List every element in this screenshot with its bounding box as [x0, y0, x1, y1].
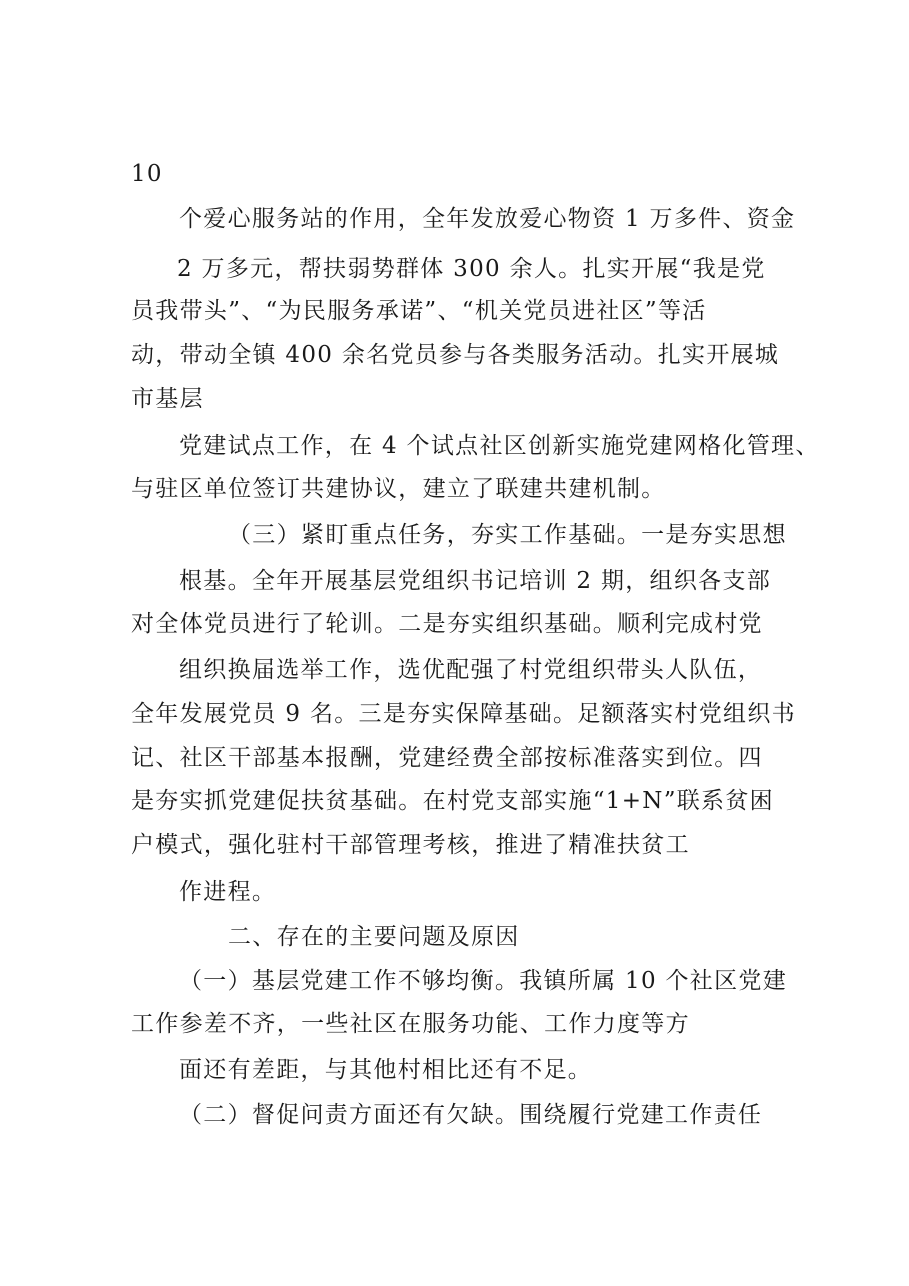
paragraph-line: 记、社区干部基本报酬，党建经费全部按标准落实到位。四 — [131, 745, 763, 771]
paragraph-line: 面还有差距，与其他村相比还有不足。 — [179, 1057, 593, 1083]
subsection-heading: （二）督促问责方面还有欠缺。围绕履行党建工作责任 — [179, 1102, 763, 1128]
paragraph-line: 动，带动全镇 400 余名党员参与各类服务活动。扎实开展城 — [131, 342, 780, 368]
paragraph-line: 根基。全年开展基层党组织书记培训 2 期，组织各支部 — [179, 568, 772, 594]
paragraph-line: 个爱心服务站的作用，全年发放爱心物资 1 万多件、资金 — [179, 206, 796, 232]
paragraph-line: 作进程。 — [179, 879, 277, 905]
paragraph-line: 全年发展党员 9 名。三是夯实保障基础。足额落实村党组织书 — [131, 701, 796, 727]
paragraph-line: 户模式，强化驻村干部管理考核，推进了精准扶贫工 — [131, 832, 690, 858]
paragraph-line: 对全体党员进行了轮训。二是夯实组织基础。顺利完成村党 — [131, 611, 763, 637]
page-number: 10 — [131, 161, 163, 187]
paragraph-line: 组织换届选举工作，选优配强了村党组织带头人队伍， — [179, 657, 763, 683]
subsection-heading: （一）基层党建工作不够均衡。我镇所属 10 个社区党建 — [179, 968, 787, 994]
paragraph-line: 党建试点工作，在 4 个试点社区创新实施党建网格化管理、 — [179, 433, 820, 459]
paragraph-line: 工作参差不齐，一些社区在服务功能、工作力度等方 — [131, 1011, 690, 1037]
paragraph-line: 市基层 — [131, 386, 204, 412]
paragraph-line: 员我带头”、“为民服务承诺”、“机关党员进社区”等活 — [131, 298, 707, 324]
section-heading: 二、存在的主要问题及原因 — [228, 924, 520, 950]
section-heading: （三）紧盯重点任务，夯实工作基础。一是夯实思想 — [228, 522, 787, 548]
paragraph-line: 与驻区单位签订共建协议，建立了联建共建机制。 — [131, 476, 666, 502]
paragraph-line: 2 万多元，帮扶弱势群体 300 余人。扎实开展“我是党 — [177, 256, 766, 282]
paragraph-line: 是夯实抓党建促扶贫基础。在村党支部实施“1+N”联系贫困 — [131, 788, 774, 814]
